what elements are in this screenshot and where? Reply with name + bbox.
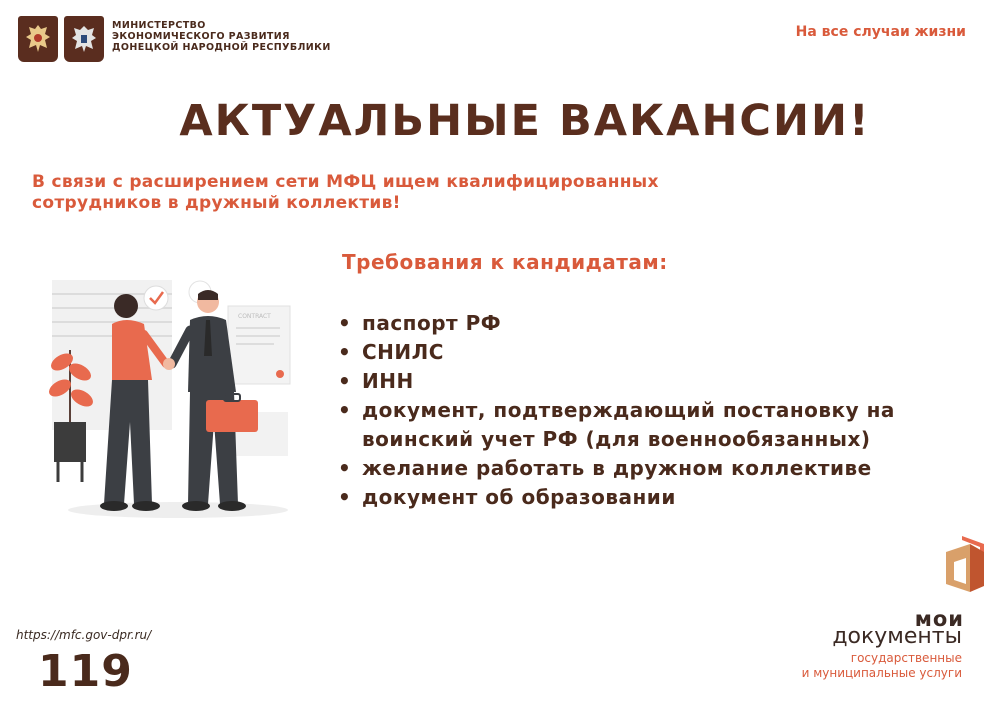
intro-text: В связи с расширением сети МФЦ ищем квалифицированных сотрудников в дружный коллектив! xyxy=(32,172,659,213)
bullet: • xyxy=(338,398,352,422)
bullet: • xyxy=(338,340,352,364)
brand-name-line1: мои xyxy=(914,607,964,631)
bullet: • xyxy=(338,485,352,509)
list-item-text: документ, подтверждающий постановку на воинский учет РФ (для военнообязанных) xyxy=(362,398,895,451)
brand-name-line2: документы xyxy=(832,624,962,649)
list-item-text: паспорт РФ xyxy=(362,311,502,335)
website-link[interactable]: https://mfc.gov-dpr.ru/ xyxy=(16,628,152,642)
slogan: На все случаи жизни xyxy=(795,24,966,40)
list-item-text: документ об образовании xyxy=(362,485,676,509)
emblems xyxy=(18,16,104,62)
brand-subtitle-line: государственные xyxy=(850,651,962,665)
brand-subtitle xyxy=(802,651,962,681)
list-item-text: желание работать в дружном коллективе xyxy=(362,456,872,480)
requirements-title: Требования к кандидатам: xyxy=(342,250,668,274)
contract-label: CONTRACT xyxy=(238,313,271,320)
ministry-line: ЭКОНОМИЧЕСКОГО РАЗВИТИЯ xyxy=(112,31,290,42)
list-item xyxy=(338,367,978,396)
dpr-coat-of-arms-icon xyxy=(64,16,104,62)
page-title: АКТУАЛЬНЫЕ ВАКАНСИИ! xyxy=(179,96,871,146)
list-item xyxy=(338,338,978,367)
list-item xyxy=(338,483,978,512)
ministry-line: ДОНЕЦКОЙ НАРОДНОЙ РЕСПУБЛИКИ xyxy=(112,42,331,53)
list-item xyxy=(338,454,978,483)
ministry-name xyxy=(112,20,331,53)
handshake-illustration xyxy=(48,272,298,522)
bullet: • xyxy=(338,369,352,393)
list-item xyxy=(338,396,978,454)
requirements-list xyxy=(338,309,978,512)
bullet: • xyxy=(338,311,352,335)
ministry-line: МИНИСТЕРСТВО xyxy=(112,20,206,31)
russia-coat-of-arms-icon xyxy=(18,16,58,62)
list-item-text: СНИЛС xyxy=(362,340,444,364)
bullet: • xyxy=(338,456,352,480)
page-number: 119 xyxy=(38,646,133,697)
brand-subtitle-line: и муниципальные услуги xyxy=(801,666,962,680)
moi-dokumenty-logo-icon xyxy=(940,534,990,598)
list-item xyxy=(338,309,978,338)
list-item-text: ИНН xyxy=(362,369,414,393)
